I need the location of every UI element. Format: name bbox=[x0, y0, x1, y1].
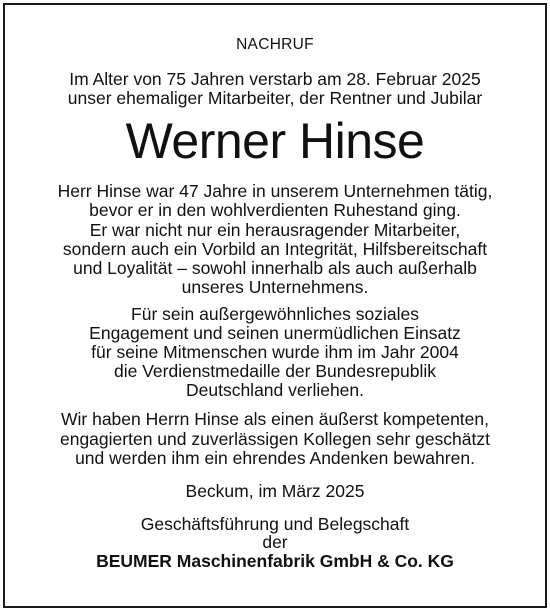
deceased-name: Werner Hinse bbox=[125, 113, 425, 169]
paragraph1-line-1: Herr Hinse war 47 Jahre in unserem Unternehmen tätig, bbox=[57, 181, 493, 201]
paragraph3-line-3: und werden ihm ein ehrendes Andenken bewahren. bbox=[75, 448, 475, 468]
paragraph1-line-5: und Loyalität – sowohl innerhalb als auch außerhalb bbox=[73, 258, 477, 278]
intro-line-1: Im Alter von 75 Jahren verstarb am 28. Februar 2025 bbox=[69, 69, 481, 89]
place-and-date: Beckum, im März 2025 bbox=[185, 481, 365, 501]
paragraph1-line-2: bevor er in den wohlverdienten Ruhestand ging. bbox=[89, 200, 461, 220]
paragraph1-line-3: Er war nicht nur ein herausragender Mitarbeiter, bbox=[89, 220, 461, 240]
paragraph1-line-4: sondern auch ein Vorbild an Integrität, Hilfsbereitschaft bbox=[62, 239, 488, 259]
signature-line-1: Geschäftsführung und Belegschaft bbox=[140, 514, 410, 534]
company-name: BEUMER Maschinenfabrik GmbH & Co. KG bbox=[96, 551, 454, 571]
paragraph3-line-2: engagierten und zuverlässigen Kollegen sehr geschätzt bbox=[59, 429, 490, 449]
paragraph2-line-3: für seine Mitmenschen wurde ihm im Jahr 2004 bbox=[91, 342, 459, 362]
paragraph2-line-5: Deutschland verliehen. bbox=[185, 380, 365, 400]
notice-heading: NACHRUF bbox=[236, 36, 314, 53]
intro-line-2: unser ehemaliger Mitarbeiter, der Rentner und Jubilar bbox=[67, 88, 483, 108]
paragraph1-line-6: unseres Unternehmens. bbox=[181, 277, 369, 297]
paragraph2-line-1: Für sein außergewöhnliches soziales bbox=[131, 304, 419, 324]
paragraph2-line-2: Engagement und seinen unermüdlichen Einsatz bbox=[89, 323, 461, 343]
signature-line-2: der bbox=[262, 532, 288, 552]
paragraph2-line-4: die Verdienstmedaille der Bundesrepublik bbox=[113, 361, 436, 381]
paragraph3-line-1: Wir haben Herrn Hinse als einen äußerst kompetenten, bbox=[61, 409, 489, 429]
